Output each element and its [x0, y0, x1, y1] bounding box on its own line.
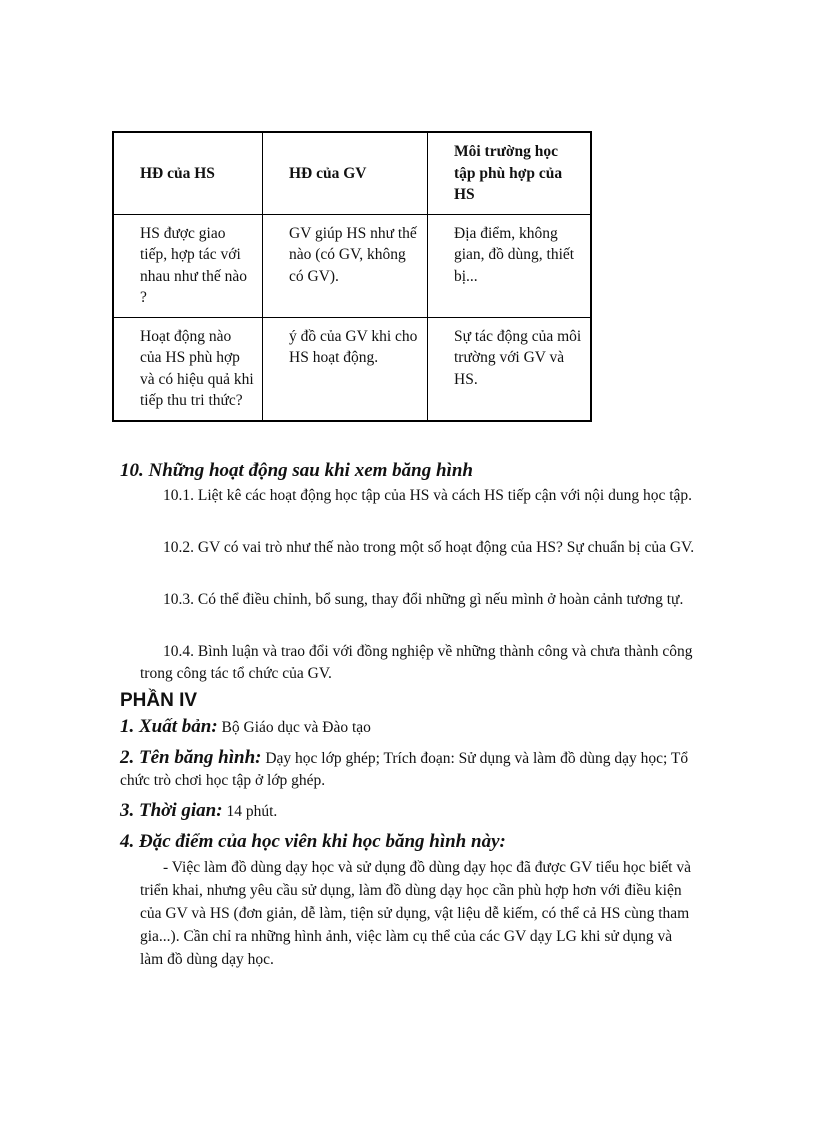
part-4-title: PHẦN IV: [120, 690, 198, 711]
table-cell: ý đồ của GV khi cho HS hoạt động.: [263, 317, 428, 421]
publisher-label: 1. Xuất bản:: [120, 716, 218, 737]
table-row: [113, 317, 591, 421]
table-cell: Sự tác động của môi trường với GV và HS.: [428, 317, 592, 421]
duration-value: 14 phút.: [222, 803, 278, 820]
video-title-label: 2. Tên băng hình:: [120, 747, 262, 768]
table-header-cell: Môi trường học tập phù hợp của HS: [428, 132, 592, 214]
publisher-line: [120, 716, 700, 739]
publisher-value: Bộ Giáo dục và Đào tạo: [217, 719, 371, 736]
video-title-value: Dạy học lớp ghép; Trích đoạn: Sử dụng và làm đồ dùng dạy học; Tổ chức trò chơi học tập ở lớp ghép.: [120, 750, 689, 789]
activity-table: [112, 131, 592, 422]
table-header-cell: HĐ của GV: [263, 132, 428, 214]
duration-line: [120, 800, 700, 823]
table-cell: Địa điểm, không gian, đồ dùng, thiết bị...: [428, 214, 592, 317]
section-10-item: 10.1. Liệt kê các hoạt động học tập của HS và cách HS tiếp cận với nội dung học tập.: [163, 487, 693, 504]
section-10-item: 10.2. GV có vai trò như thế nào trong một số hoạt động của HS? Sự chuẩn bị của GV.: [163, 539, 695, 556]
table-cell: GV giúp HS như thế nào (có GV, không có GV).: [263, 214, 428, 317]
learner-traits-line: [120, 831, 700, 854]
learner-traits-body: - Việc làm đồ dùng dạy học và sử dụng đồ dùng dạy học đã được GV tiểu học biết và triển khai, nhưng yêu cầu sử dụng, làm đồ dùng dạy học cần phù hợp hơn với điều kiện của GV và HS (đơn giản, dễ làm, tiện sử dụng, vật liệu dễ kiếm, có thể cả HS cùng tham gia...). Cần chỉ ra những hình ảnh, việc làm cụ thể của các GV dạy LG khi sử dụng và làm đồ dùng dạy học.: [140, 859, 691, 968]
video-title-line: [120, 747, 700, 792]
table-cell: Hoạt động nào của HS phù hợp và có hiệu quả khi tiếp thu tri thức?: [113, 317, 263, 421]
table-cell: HS được giao tiếp, hợp tác với nhau như thế nào ?: [113, 214, 263, 317]
section-10-heading: 10. Những hoạt động sau khi xem băng hình: [120, 460, 473, 481]
section-10-item: 10.4. Bình luận và trao đổi với đồng nghiệp về những thành công và chưa thành công trong công tác tổ chức của GV.: [140, 643, 693, 682]
table-header-row: [113, 132, 591, 214]
learner-traits-label: 4. Đặc điểm của học viên khi học băng hình này:: [120, 831, 506, 852]
table-row: [113, 214, 591, 317]
section-10-item: 10.3. Có thể điều chỉnh, bổ sung, thay đổi những gì nếu mình ở hoàn cảnh tương tự.: [163, 591, 684, 608]
table-header-cell: HĐ của HS: [113, 132, 263, 214]
duration-label: 3. Thời gian:: [120, 800, 223, 821]
